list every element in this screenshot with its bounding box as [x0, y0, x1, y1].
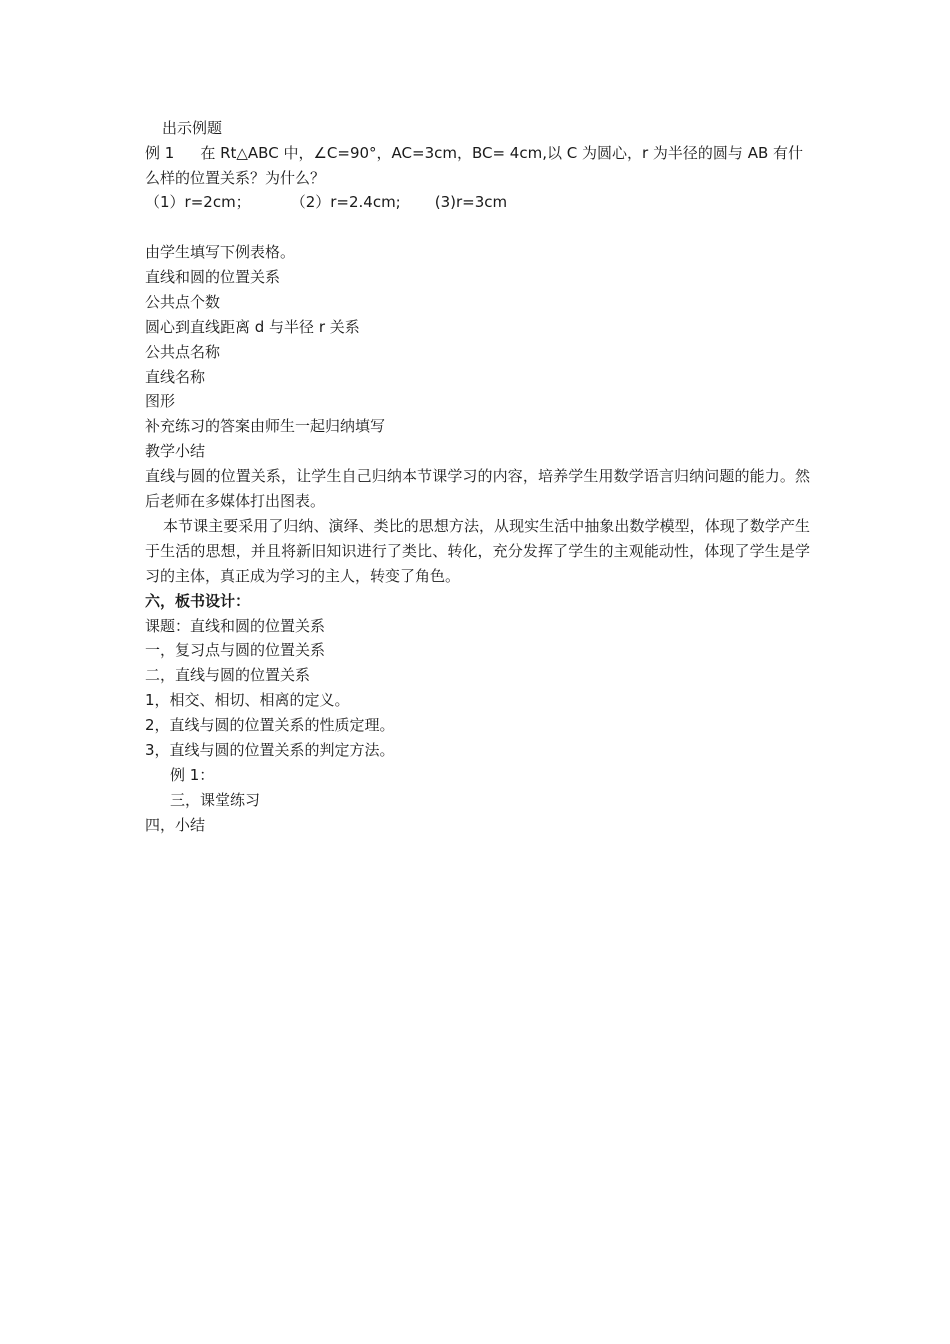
board-item: 1，相交、相切、相离的定义。 [145, 691, 350, 709]
example1-text: 在 Rt△ABC 中，∠C=90°，AC=3cm，BC= 4cm,以 C 为圆心，r 为半径的圆与 AB 有什 [200, 144, 804, 162]
case-2: （2）r=2.4cm; [290, 193, 401, 211]
board-item: 二，直线与圆的位置关系 [145, 666, 311, 684]
table-row: 直线名称 [145, 368, 206, 386]
table-row: 公共点个数 [145, 293, 221, 311]
example-heading: 出示例题 [162, 119, 223, 137]
table-intro: 由学生填写下例表格。 [145, 243, 296, 261]
board-item: 一，复习点与圆的位置关系 [145, 641, 326, 659]
board-example: 例 1： [170, 766, 215, 784]
summary-paragraph: 直线与圆的位置关系，让学生自己归纳本节课学习的内容，培养学生用数学语言归纳问题的能力。然后老师在多媒体打出图表。 [145, 467, 810, 510]
case-1: （1）r=2cm； [145, 193, 251, 211]
table-row: 公共点名称 [145, 343, 221, 361]
table-row: 直线和圆的位置关系 [145, 268, 281, 286]
cases-line [145, 190, 810, 215]
example1-continuation: 么样的位置关系？为什么？ [145, 169, 326, 187]
case-3: (3)r=3cm [434, 193, 508, 211]
table-row: 圆心到直线距离 d 与半径 r 关系 [145, 318, 360, 336]
summary-title: 教学小结 [145, 442, 206, 460]
board-item: 3，直线与圆的位置关系的判定方法。 [145, 741, 395, 759]
example1-line [145, 141, 810, 166]
board-topic: 课题：直线和圆的位置关系 [145, 617, 326, 635]
table-row: 图形 [145, 392, 176, 410]
board-item: 2，直线与圆的位置关系的性质定理。 [145, 716, 395, 734]
supplement-note: 补充练习的答案由师生一起归纳填写 [145, 417, 386, 435]
board-summary: 四，小结 [145, 816, 206, 834]
method-paragraph: 本节课主要采用了归纳、演绎、类比的思想方法，从现实生活中抽象出数学模型，体现了数学产生于生活的思想，并且将新旧知识进行了类比、转化，充分发挥了学生的主观能动性，体现了学生是学习的主体，真正成为学习的主人，转变了角色。 [145, 517, 810, 585]
board-title: 六，板书设计： [145, 592, 251, 610]
example1-label: 例 1 [145, 144, 175, 162]
board-practice: 三，课堂练习 [170, 791, 261, 809]
